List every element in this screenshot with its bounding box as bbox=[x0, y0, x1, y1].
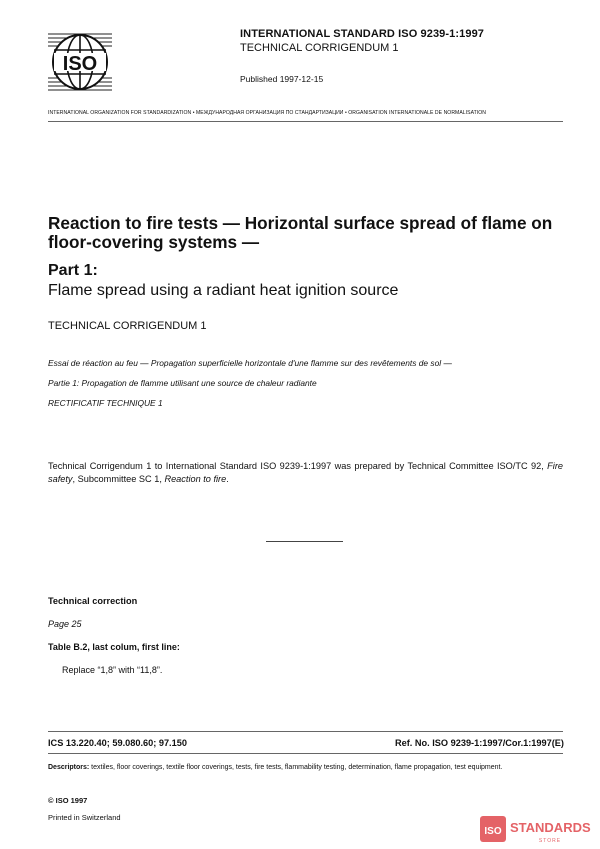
technical-corrigendum-heading: TECHNICAL CORRIGENDUM 1 bbox=[48, 320, 207, 332]
watermark-iso: ISO bbox=[484, 826, 502, 837]
watermark-brand: STANDARDS bbox=[510, 820, 591, 835]
iso-logo bbox=[48, 30, 112, 94]
descriptors: Descriptors: textiles, floor coverings, textile floor coverings, tests, fire tests, flammability testing, determination, flame propagation, test equipment. bbox=[48, 764, 503, 771]
footer-divider-2 bbox=[48, 753, 563, 754]
table-reference: Table B.2, last colum, first line: bbox=[48, 642, 180, 652]
ics-codes: ICS 13.220.40; 59.080.60; 97.150 bbox=[48, 738, 187, 748]
section-separator bbox=[266, 541, 343, 542]
french-part: Partie 1: Propagation de flamme utilisant une source de chaleur radiante bbox=[48, 378, 317, 388]
technical-correction-heading: Technical correction bbox=[48, 596, 138, 606]
reference-number: Ref. No. ISO 9239-1:1997/Cor.1:1997(E) bbox=[394, 738, 564, 748]
printed-location: Printed in Switzerland bbox=[48, 813, 121, 822]
corrigendum-label: TECHNICAL CORRIGENDUM 1 bbox=[240, 42, 399, 54]
document-title: Reaction to fire tests — Horizontal surface spread of flame on floor-covering systems — bbox=[48, 213, 553, 252]
copyright: © ISO 1997 bbox=[48, 796, 88, 805]
iso-logo-text: ISO bbox=[62, 53, 98, 75]
preparation-paragraph: Technical Corrigendum 1 to International Standard ISO 9239-1:1997 was prepared by Technical Committee ISO/TC 92, Fire safety, Subcommittee SC 1, Reaction to fire. bbox=[48, 461, 563, 484]
part-number: Part 1: bbox=[48, 262, 98, 279]
page-reference: Page 25 bbox=[48, 619, 82, 629]
replacement-instruction: Replace “1,8” with “11,8”. bbox=[62, 665, 163, 675]
part-title: Flame spread using a radiant heat ignition source bbox=[48, 282, 399, 299]
standard-title: INTERNATIONAL STANDARD ISO 9239-1:1997 bbox=[240, 28, 485, 40]
organization-line: INTERNATIONAL ORGANIZATION FOR STANDARDIZATION • МЕЖДУНАРОДНАЯ ОРГАНИЗАЦИЯ ПО СТАНДАРТИЗАЦИИ • ORGANISATION INTERNATIONALE DE NORMALISATION bbox=[48, 110, 487, 116]
watermark-store: STORE bbox=[538, 838, 562, 844]
header-divider bbox=[48, 121, 563, 122]
french-corrigendum: RECTIFICATIF TECHNIQUE 1 bbox=[48, 398, 163, 408]
french-title: Essai de réaction au feu — Propagation superficielle horizontale d'une flamme sur des revêtements de sol — bbox=[48, 358, 452, 368]
footer-divider bbox=[48, 731, 563, 732]
committee-name: Fire safety bbox=[48, 461, 563, 484]
subcommittee-name: Reaction to fire bbox=[164, 474, 227, 484]
standards-store-watermark bbox=[478, 812, 592, 846]
published-date: Published 1997-12-15 bbox=[240, 74, 324, 84]
